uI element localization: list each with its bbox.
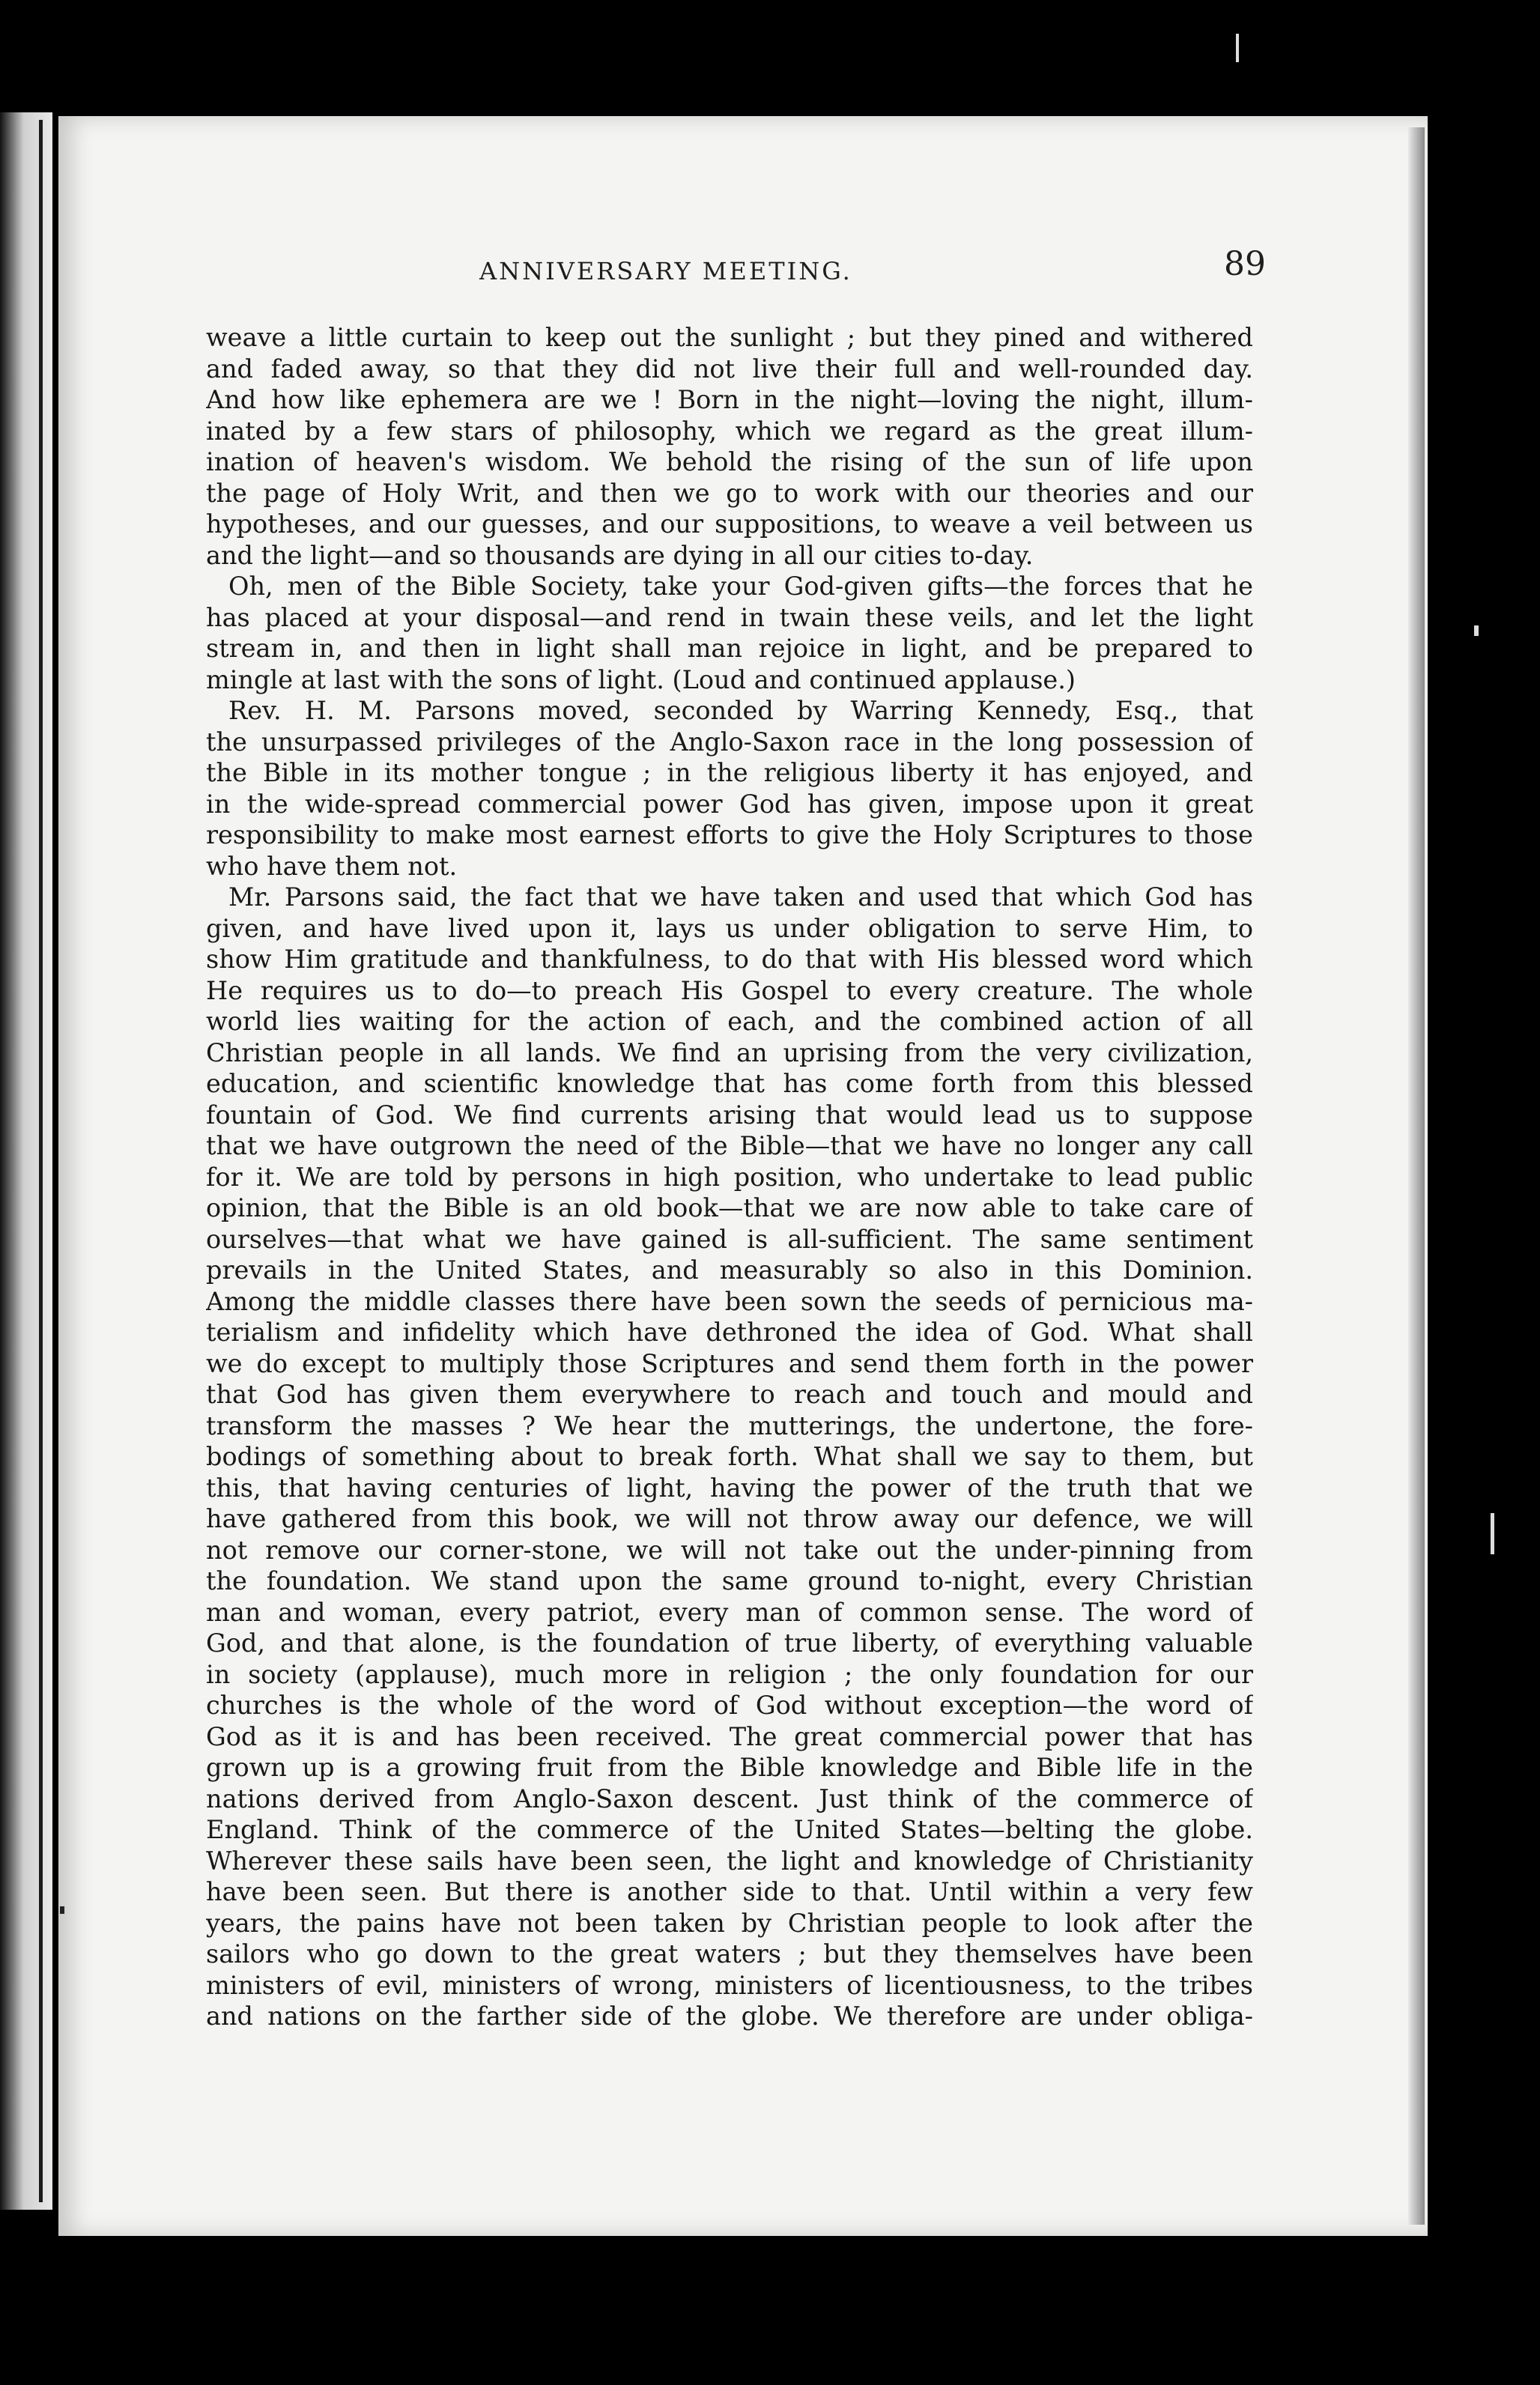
text-line: responsibility to make most earnest efforts to give the Holy Scriptures to those xyxy=(206,820,1253,849)
text-line: God as it is and has been received. The great commercial power that has xyxy=(206,1721,1253,1751)
text-line: the unsurpassed privileges of the Anglo-Saxon race in the long possession of xyxy=(206,727,1253,757)
text-line: mingle at last with the sons of light. (Loud and continued applause.) xyxy=(206,664,1076,694)
text-line: that God has given them everywhere to reach and touch and mould and xyxy=(206,1380,1253,1409)
page-number: 89 xyxy=(1224,245,1266,283)
text-line: transform the masses ? We hear the mutterings, the undertone, the fore- xyxy=(206,1410,1253,1440)
text-line: who have them not. xyxy=(206,851,458,881)
text-line: weave a little curtain to keep out the sunlight ; but they pined and withered xyxy=(206,323,1253,352)
text-line: we do except to multiply those Scriptures and send them forth in the power xyxy=(206,1348,1253,1378)
text-line: England. Think of the commerce of the United States—belting the globe. xyxy=(206,1815,1253,1844)
text-line: and nations on the farther side of the globe. We therefore are under obliga- xyxy=(206,2001,1253,2031)
text-line: opinion, that the Bible is an old book—that we are now able to take care of xyxy=(206,1193,1253,1222)
text-line: ourselves—that what we have gained is all-sufficient. The same sentiment xyxy=(206,1224,1253,1254)
dust-speck xyxy=(1474,625,1479,636)
text-line: Oh, men of the Bible Society, take your God-given gifts—the forces that he xyxy=(228,572,1253,601)
text-line: hypotheses, and our guesses, and our suppositions, to weave a veil between us xyxy=(206,509,1253,539)
text-line: for it. We are told by persons in high position, who undertake to lead public xyxy=(206,1162,1253,1192)
text-line: world lies waiting for the action of each, and the combined action of all xyxy=(206,1007,1253,1036)
text-line: the page of Holy Writ, and then we go to work with our theories and our xyxy=(206,478,1253,508)
text-line: that we have outgrown the need of the Bible—that we have no longer any call xyxy=(206,1131,1253,1160)
text-line: nations derived from Anglo-Saxon descent. Just think of the commerce of xyxy=(206,1784,1253,1813)
text-line: inated by a few stars of philosophy, which we regard as the great illum- xyxy=(206,416,1253,446)
text-line: education, and scientific knowledge that has come forth from this blessed xyxy=(206,1069,1253,1098)
dust-speck xyxy=(1236,34,1239,62)
text-line: the Bible in its mother tongue ; in the religious liberty it has enjoyed, and xyxy=(206,758,1253,787)
text-line: ination of heaven's wisdom. We behold the rising of the sun of life upon xyxy=(206,447,1253,476)
text-line: Rev. H. M. Parsons moved, seconded by Warring Kennedy, Esq., that xyxy=(228,696,1253,725)
dust-speck xyxy=(60,1906,64,1914)
body-text xyxy=(206,322,1253,2032)
text-line: stream in, and then in light shall man rejoice in light, and be prepared to xyxy=(206,634,1253,663)
text-line: years, the pains have not been taken by Christian people to look after the xyxy=(206,1908,1253,1938)
running-head: ANNIVERSARY MEETING. xyxy=(479,257,852,285)
gutter-shadow xyxy=(39,120,43,2202)
page-header xyxy=(479,245,1266,296)
text-line: has placed at your disposal—and rend in twain these veils, and let the light xyxy=(206,602,1253,632)
text-line: bodings of something about to break forth. What shall we say to them, but xyxy=(206,1442,1253,1471)
text-line: given, and have lived upon it, lays us under obligation to serve Him, to xyxy=(206,913,1253,943)
text-line: Mr. Parsons said, the fact that we have taken and used that which God has xyxy=(228,882,1253,912)
text-line: in the wide-spread commercial power God has given, impose upon it great xyxy=(206,789,1253,819)
text-line: Among the middle classes there have been sown the seeds of pernicious ma- xyxy=(206,1286,1253,1316)
text-line: churches is the whole of the word of God without exception—the word of xyxy=(206,1691,1253,1720)
text-line: this, that having centuries of light, having the power of the truth that we xyxy=(206,1473,1253,1503)
text-line: fountain of God. We find currents arising that would lead us to suppose xyxy=(206,1100,1253,1130)
text-line: sailors who go down to the great waters ; but they themselves have been xyxy=(206,1939,1253,1969)
text-line: prevails in the United States, and measurably so also in this Dominion. xyxy=(206,1255,1253,1285)
text-line: in society (applause), much more in religion ; the only foundation for our xyxy=(206,1659,1253,1689)
text-line: God, and that alone, is the foundation of true liberty, of everything valuable xyxy=(206,1628,1253,1658)
text-line: and faded away, so that they did not live their full and well-rounded day. xyxy=(206,354,1253,384)
text-line: have gathered from this book, we will not throw away our defence, we will xyxy=(206,1504,1253,1533)
facing-page-edge xyxy=(0,112,52,2210)
text-line: have been seen. But there is another side to that. Until within a very few xyxy=(206,1877,1253,1906)
text-line: And how like ephemera are we ! Born in the night—loving the night, illum- xyxy=(206,385,1253,414)
text-line: man and woman, every patriot, every man of common sense. The word of xyxy=(206,1597,1253,1627)
text-line: not remove our corner-stone, we will not take out the under-pinning from xyxy=(206,1535,1253,1565)
text-line: grown up is a growing fruit from the Bible knowledge and Bible life in the xyxy=(206,1753,1253,1782)
text-line: and the light—and so thousands are dying in all our cities to-day. xyxy=(206,540,1034,570)
text-line: show Him gratitude and thankfulness, to do that with His blessed word which xyxy=(206,945,1253,974)
dust-speck xyxy=(1491,1513,1494,1554)
text-line: He requires us to do—to preach His Gospel to every creature. The whole xyxy=(206,975,1253,1005)
text-line: Wherever these sails have been seen, the light and knowledge of Christianity xyxy=(206,1846,1253,1876)
text-line: the foundation. We stand upon the same ground to-night, every Christian xyxy=(206,1566,1253,1595)
text-line: Christian people in all lands. We find an uprising from the very civilization, xyxy=(206,1037,1253,1067)
text-line: terialism and infidelity which have dethroned the idea of God. What shall xyxy=(206,1318,1253,1347)
page-edge xyxy=(1408,127,1425,2225)
text-line: ministers of evil, ministers of wrong, ministers of licentiousness, to the tribes xyxy=(206,1970,1253,2000)
